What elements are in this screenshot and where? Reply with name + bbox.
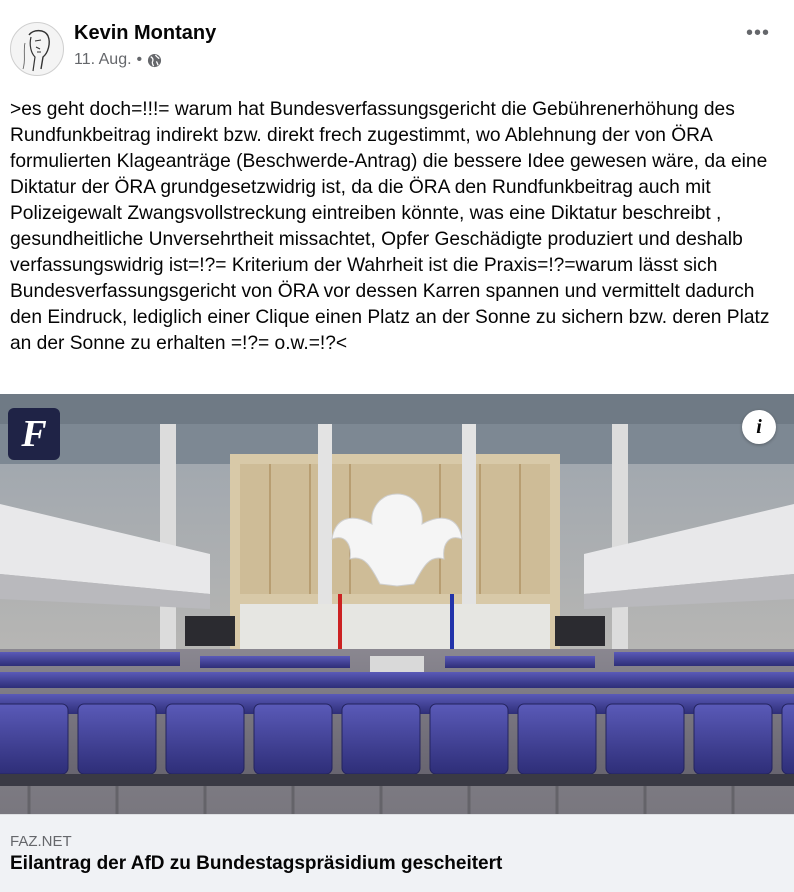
- link-preview-caption[interactable]: [0, 814, 794, 892]
- post-meta: [74, 51, 162, 69]
- link-domain: FAZ.NET: [10, 833, 72, 850]
- plenary-hall-photo: [0, 394, 794, 814]
- link-preview-image[interactable]: [0, 394, 794, 814]
- author-name[interactable]: Kevin Montany: [74, 22, 217, 44]
- post-header: [0, 0, 794, 88]
- post-text: >es geht doch=!!!= warum hat Bundesverfassungsgericht die Gebührenerhöhung des Rundfunkbeitrag indirekt bzw. direkt frech zugestimmt, wo Ablehnung der von ÖRA formulierten Klageanträge (Beschwerde-Antrag) die bessere Idee gewesen wäre, da eine Diktatur der ÖRA grundgesetzwidrig ist, da die ÖRA den Rundfunkbeitrag auch mit Polizeigewalt Zwangsvollstreckung eintreiben könnte, was eine Diktatur beschreibt , gesundheitliche Unversehrtheit missachtet, Opfer Geschädigte produziert und deshalb verfassungswidrig ist=!?= Kriterium der Wahrheit ist die Praxis=!?=warum lässt sich Bundesverfassungsgericht von ÖRA vor dessen Karren spannen und vermittelt dadurch den Eindruck, lediglich einer Clique einen Platz an der Sonne zu sichern bzw. deren Platz an der Sonne zu erhalten =!?= o.w.=!?<: [10, 99, 770, 354]
- avatar-sketch-icon: [11, 23, 63, 75]
- meta-separator: •: [136, 51, 143, 68]
- post-date[interactable]: 11. Aug.: [74, 51, 132, 68]
- avatar[interactable]: [10, 22, 64, 76]
- link-title[interactable]: Eilantrag der AfD zu Bundestagspräsidium gescheitert: [10, 853, 503, 874]
- info-icon[interactable]: i: [742, 410, 776, 444]
- more-options-icon[interactable]: •••: [745, 22, 770, 44]
- globe-icon: [147, 53, 162, 68]
- faz-logo-icon: F: [8, 408, 60, 460]
